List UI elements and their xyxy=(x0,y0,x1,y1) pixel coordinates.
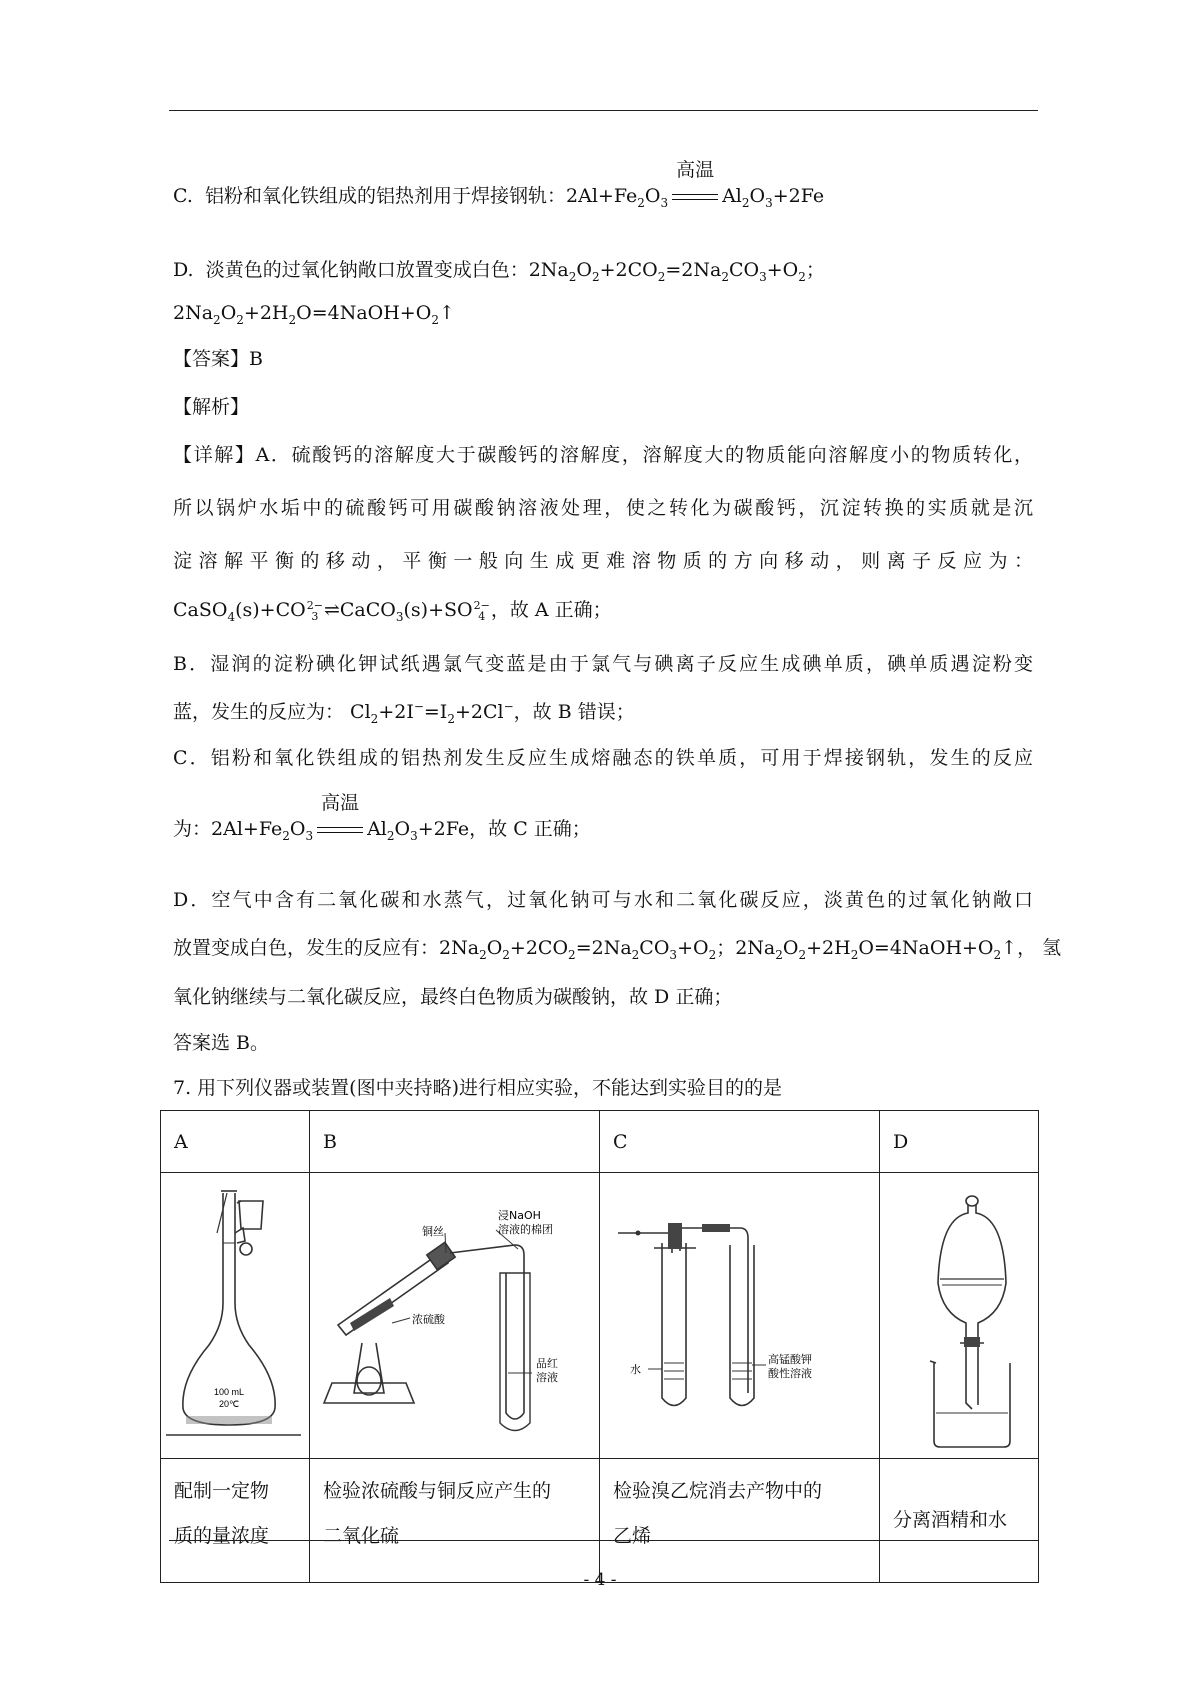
option-d-cont: $2Na_2O_2+2H_2O=4NaOH+O_2↑$ xyxy=(173,302,455,327)
volumetric-flask-figure xyxy=(161,1173,310,1458)
footer-rule xyxy=(169,1540,1038,1541)
c-water-label: 水 xyxy=(630,1363,641,1376)
d-line-2: 放置变成白色，发生的反应有：$2Na_2O_2+2CO_2=2Na_2CO_3+O_2$；$2Na_2O_2+2H_2O=4NaOH+O_2↑$， 氢 xyxy=(173,937,1062,962)
option-c: C. 铝粉和氧化铁组成的铝热剂用于焊接钢轨：$2Al+Fe_2O_3$ 高温 $Al_2O_3+2Fe$ xyxy=(173,159,825,210)
b-wire-label: 铜丝 xyxy=(422,1225,444,1238)
figure-row xyxy=(161,1173,1039,1459)
reaction-arrow-2: 高温 xyxy=(315,825,365,835)
b-cotton-label-2: 溶液的棉团 xyxy=(498,1223,553,1236)
option-d: D. 淡黄色的过氧化钠敞口放置变成白色：$2Na_2O_2+2CO_2=2Na_2CO_3+O_2$； xyxy=(173,259,825,284)
experiment-table xyxy=(160,1110,1039,1583)
c-reagent-label-2: 酸性溶液 xyxy=(768,1367,812,1380)
b-reagent-label-2: 溶液 xyxy=(536,1371,558,1384)
a-temp-label: 20℃ xyxy=(218,1399,240,1409)
figure-d-cell xyxy=(880,1173,1039,1459)
detail-line-2: 所以锅炉水垢中的硫酸钙可用碳酸钠溶液处理，使之转化为碳酸钙，沉淀转换的实质就是沉 xyxy=(173,497,1033,519)
a-flask-label: 100 mL xyxy=(213,1387,245,1397)
figure-a-cell xyxy=(161,1173,310,1459)
page-number: - 4 - xyxy=(583,1570,617,1590)
d-line-1: D．空气中含有二氧化碳和水蒸气，过氧化钠可与水和二氧化碳反应，淡黄色的过氧化钠敞口 xyxy=(173,889,1033,911)
caption-b: 检验浓硫酸与铜反应产生的 二氧化硫 xyxy=(310,1459,600,1583)
caption-c: 检验溴乙烷消去产物中的 乙烯 xyxy=(600,1459,880,1583)
b-reagent-label-1: 品红 xyxy=(536,1357,558,1370)
detail-line-4: CaSO$_4$(s)+CO 2− 3 ⇌CaCO$_3$(s)+SO 2− 4 ，故 A 正确； xyxy=(173,599,612,624)
answer-label: 【答案】B xyxy=(173,348,263,370)
header-cell: D xyxy=(880,1111,1039,1173)
header-cell: C xyxy=(600,1111,880,1173)
separatory-funnel-figure xyxy=(880,1173,1039,1458)
figure-b-cell xyxy=(310,1173,600,1459)
detail-line-3: 淀溶解平衡的移动，平衡一般向生成更难溶物质的方向移动，则离子反应为： xyxy=(173,550,1033,572)
analysis-label: 【解析】 xyxy=(173,396,250,418)
figure-c-cell xyxy=(600,1173,880,1459)
b-acid-label: 浓硫酸 xyxy=(412,1313,445,1326)
b-line-2: 蓝，发生的反应为： $Cl_2+2I^-=I_2+2Cl^-$，故 B 错误； xyxy=(173,699,635,726)
c-line-1: C．铝粉和氧化铁组成的铝热剂发生反应生成熔融态的铁单质，可用于焊接钢轨，发生的反应 xyxy=(173,747,1033,769)
caption-row xyxy=(161,1459,1039,1583)
b-cotton-label-1: 浸NaOH xyxy=(498,1209,541,1222)
copper-acid-apparatus-figure xyxy=(310,1173,600,1458)
header-rule xyxy=(169,110,1038,111)
caption-d: 分离酒精和水 xyxy=(880,1459,1039,1583)
caption-a: 配制一定物 质的量浓度 xyxy=(161,1459,310,1583)
header-cell: A xyxy=(161,1111,310,1173)
header-cell: B xyxy=(310,1111,600,1173)
detail-line-1: 【详解】A．硫酸钙的溶解度大于碳酸钙的溶解度，溶解度大的物质能向溶解度小的物质转化， xyxy=(173,444,1033,466)
c-line-2: 为：$2Al+Fe_2O_3$ 高温 $Al_2O_3+2Fe$，故 C 正确； xyxy=(173,792,591,843)
ethylene-test-apparatus-figure xyxy=(600,1173,880,1458)
conclusion: 答案选 B。 xyxy=(173,1032,270,1054)
b-line-1: B．湿润的淀粉碘化钾试纸遇氯气变蓝是由于氯气与碘离子反应生成碘单质，碘单质遇淀粉变 xyxy=(173,653,1033,675)
c-reagent-label-1: 高锰酸钾 xyxy=(768,1353,812,1366)
header-row xyxy=(161,1111,1039,1173)
reaction-arrow: 高温 xyxy=(670,192,720,202)
question-7: 7. 用下列仪器或装置(图中夹持略)进行相应实验，不能达到实验目的的是 xyxy=(173,1077,782,1099)
d-line-3: 氧化钠继续与二氧化碳反应，最终白色物质为碳酸钠，故 D 正确； xyxy=(173,986,733,1008)
